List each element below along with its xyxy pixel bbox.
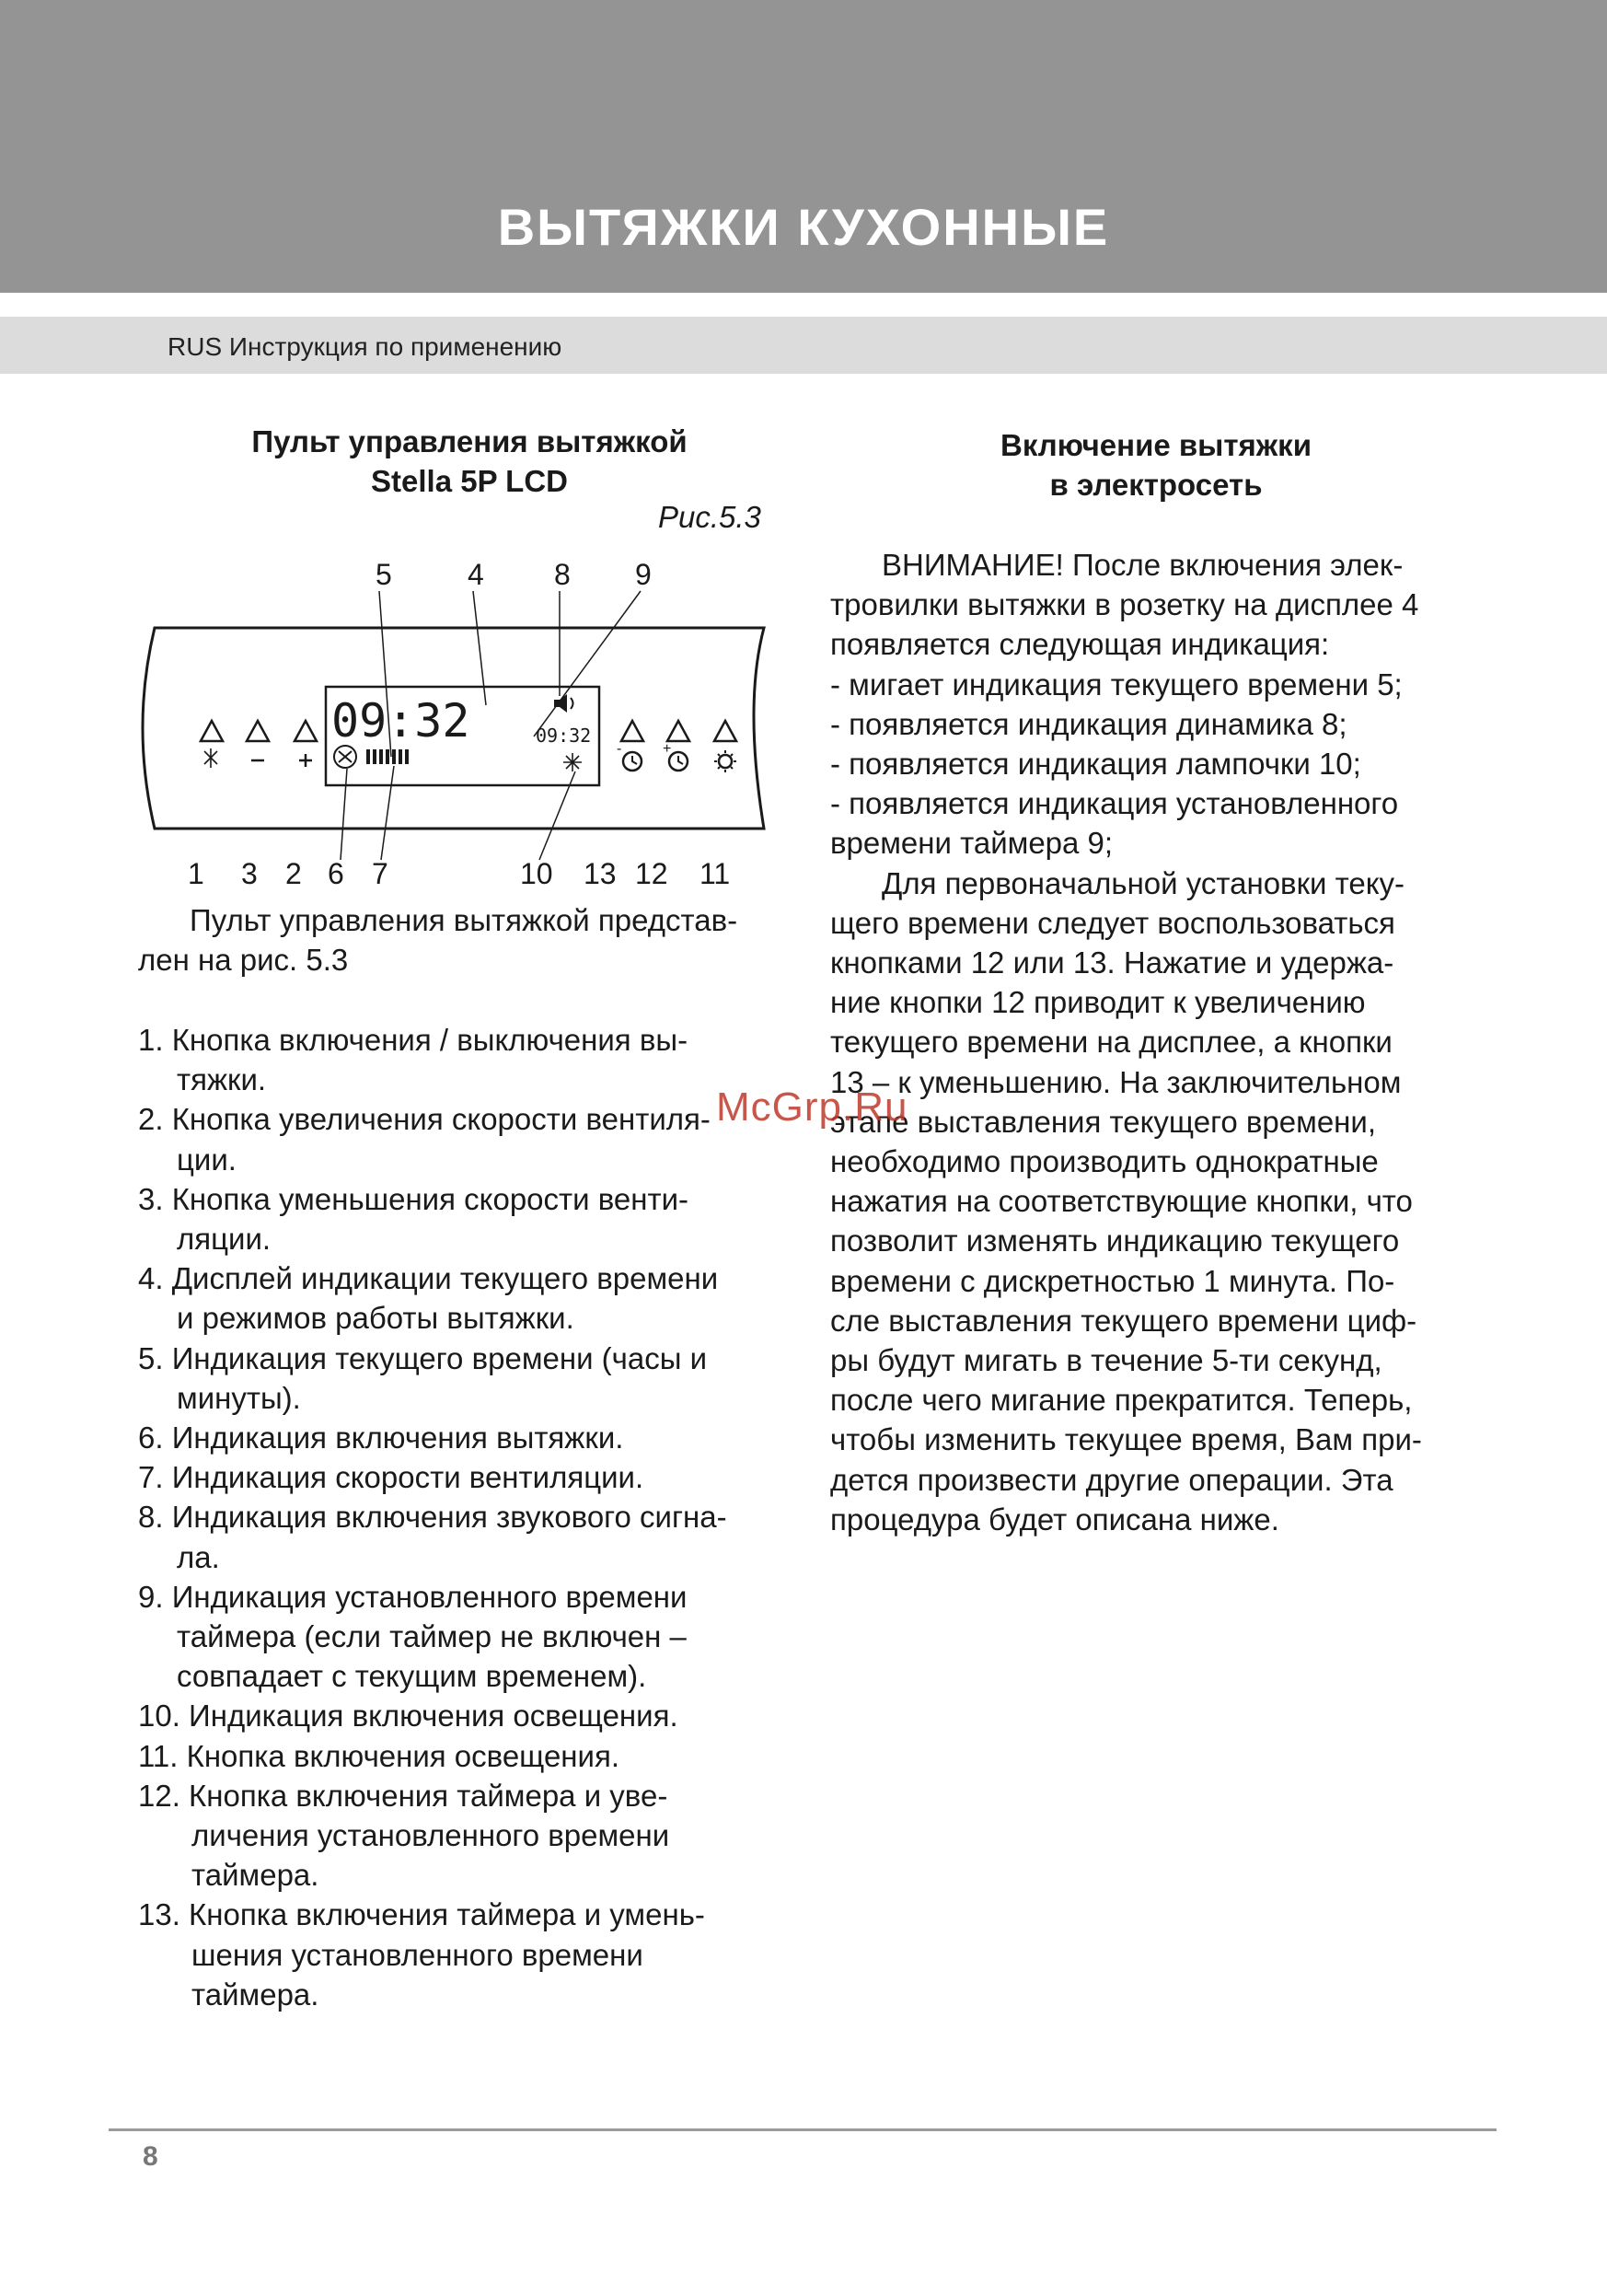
intro-line: Пульт управления вытяжкой представ- [190,903,738,937]
right-section-title [830,425,1482,504]
list-item-text: шения установленного времени [191,1937,643,1972]
list-item [138,1099,801,1178]
paragraph-line: тровилки вытяжки в розетку на дисплее 4 [830,587,1419,622]
paragraph-line: щего времени следует воспользоваться [830,905,1395,940]
paragraph-line: кнопками 12 или 13. Нажатие и удержа- [830,945,1394,980]
paragraph-line: времени с дискретностью 1 минута. По- [830,1263,1395,1298]
top-label-5: 5 [376,558,392,591]
list-item [138,1179,801,1258]
timer-down-button[interactable] [617,721,643,771]
list-item-text: 10. Индикация включения освещения. [138,1699,678,1734]
list-item-text: и режимов работы вытяжки. [177,1301,574,1336]
paragraph-line: необходимо производить однократные [830,1144,1379,1179]
list-item-text: 9. Индикация установленного времени [138,1579,688,1614]
legend-list [138,1020,801,2014]
figure-label: Рис.5.3 [658,500,761,534]
light-button[interactable] [714,721,736,772]
list-item [138,1696,801,1735]
list-item [138,1418,801,1457]
paragraph-line: нажатия на соответствующие кнопки, что [830,1184,1413,1219]
display-timer-time: 09:32 [536,725,592,747]
list-item [138,1339,801,1418]
svg-text:+: + [663,741,672,757]
list-item-text: тяжки. [177,1062,267,1097]
paragraph-line: после чего мигание прекратится. Теперь, [830,1383,1413,1418]
paragraph-line: ры будут мигать в течение 5-ти секунд, [830,1343,1382,1378]
list-item-text: минуты). [177,1380,301,1415]
list-item-text: 3. Кнопка уменьшения скорости венти- [138,1181,689,1216]
list-item-text: 2. Кнопка увеличения скорости вентиля- [138,1102,711,1137]
list-item-text: таймера (если таймер не включен – [177,1619,687,1654]
bottom-label-1: 1 [188,857,204,890]
speed-down-button[interactable] [247,721,269,760]
fan-indicator-icon [334,746,356,768]
list-item [138,1895,801,2014]
paragraph-line: ние кнопки 12 приводит к увеличению [830,985,1366,1020]
intro-line: лен на рис. 5.3 [138,943,349,978]
left-section-title-line1: Пульт управления вытяжкой [251,424,688,458]
top-label-4: 4 [468,558,484,591]
list-item [138,1577,801,1697]
list-item [138,1776,801,1896]
control-panel-figure [138,552,801,902]
left-section-title-line2: Stella 5P LCD [371,464,568,498]
footer-divider [109,2128,1497,2131]
display-main-time: 09:32 [331,694,470,748]
svg-text:-: - [617,741,622,757]
right-column-text [830,545,1482,1539]
bottom-label-10: 10 [520,857,553,890]
paragraph-line: процедура будет описана ниже. [830,1502,1279,1536]
list-item [138,1497,801,1576]
list-item-text: 13. Кнопка включения таймера и умень- [138,1897,705,1932]
paragraph-line: - появляется индикация установленного [830,786,1399,821]
paragraph-line: этапе выставления текущего времени, [830,1104,1377,1139]
list-item-text: 5. Индикация текущего времени (часы и [138,1340,708,1375]
paragraph-line: - мигает индикация текущего времени 5; [830,667,1403,702]
paragraph-line: сле выставления текущего времени циф- [830,1303,1417,1338]
list-item-text: 1. Кнопка включения / выключения вы- [138,1023,688,1057]
top-label-8: 8 [554,558,571,591]
list-item-text: 4. Дисплей индикации текущего времени [138,1261,719,1296]
page-title: ВЫТЯЖКИ КУХОННЫЕ [497,198,1110,256]
paragraph-line: 13 – к уменьшению. На заключительном [830,1064,1402,1099]
left-section-title [138,422,801,501]
light-indicator-icon [563,753,582,771]
paragraph-line: появляется следующая индикация: [830,627,1330,662]
paragraph-line: - появляется индикация динамика 8; [830,706,1347,741]
list-item [138,1736,801,1776]
bottom-label-7: 7 [372,857,388,890]
watermark: McGrp.Ru [716,1084,908,1130]
speed-bars-indicator [366,749,409,764]
list-item-text: 8. Индикация включения звукового сигна- [138,1500,727,1535]
bottom-label-11: 11 [699,857,731,890]
bottom-label-12: 12 [635,857,668,890]
list-item-text: 12. Кнопка включения таймера и уве- [138,1778,668,1813]
paragraph-line: - появляется индикация лампочки 10; [830,747,1361,782]
right-section-title-line1: Включение вытяжки [1000,428,1312,462]
intro-paragraph [138,900,801,980]
paragraph-line: позволит изменять индикацию текущего [830,1223,1400,1258]
paragraph-line: дется произвести другие операции. Эта [830,1462,1393,1497]
list-item-text: совпадает с текущим временем). [177,1659,647,1694]
paragraph-line: времени таймера 9; [830,826,1114,861]
bottom-label-3: 3 [241,857,258,890]
page-number: 8 [143,2141,158,2172]
list-item [138,1020,801,1099]
bottom-label-13: 13 [584,857,617,890]
speed-up-button[interactable] [295,721,317,767]
list-item-text: личения установленного времени [191,1818,670,1853]
right-section-title-line2: в электросеть [1049,468,1263,502]
list-item-text: 6. Индикация включения вытяжки. [138,1421,624,1455]
list-item-text: 11. Кнопка включения освещения. [138,1738,620,1773]
timer-up-button[interactable] [663,721,689,771]
list-item-text: таймера. [191,1977,319,2012]
paragraph-line: текущего времени на дисплее, а кнопки [830,1025,1393,1060]
top-label-9: 9 [635,558,652,591]
subheader-text: RUS Инструкция по применению [168,332,562,361]
list-item-text: ла. [177,1539,220,1574]
list-item [138,1457,801,1497]
power-button[interactable] [201,721,223,768]
list-item-text: 7. Индикация скорости вентиляции. [138,1460,644,1495]
list-item-text: ции. [177,1142,237,1177]
list-item-text: ляции. [177,1222,272,1257]
bottom-label-2: 2 [285,857,302,890]
paragraph-line: чтобы изменить текущее время, Вам при- [830,1422,1422,1457]
list-item [138,1258,801,1338]
bottom-label-6: 6 [328,857,344,890]
list-item-text: таймера. [191,1858,319,1893]
paragraph-line: Для первоначальной установки теку- [882,865,1405,900]
paragraph-line: ВНИМАНИЕ! После включения элек- [882,548,1404,582]
